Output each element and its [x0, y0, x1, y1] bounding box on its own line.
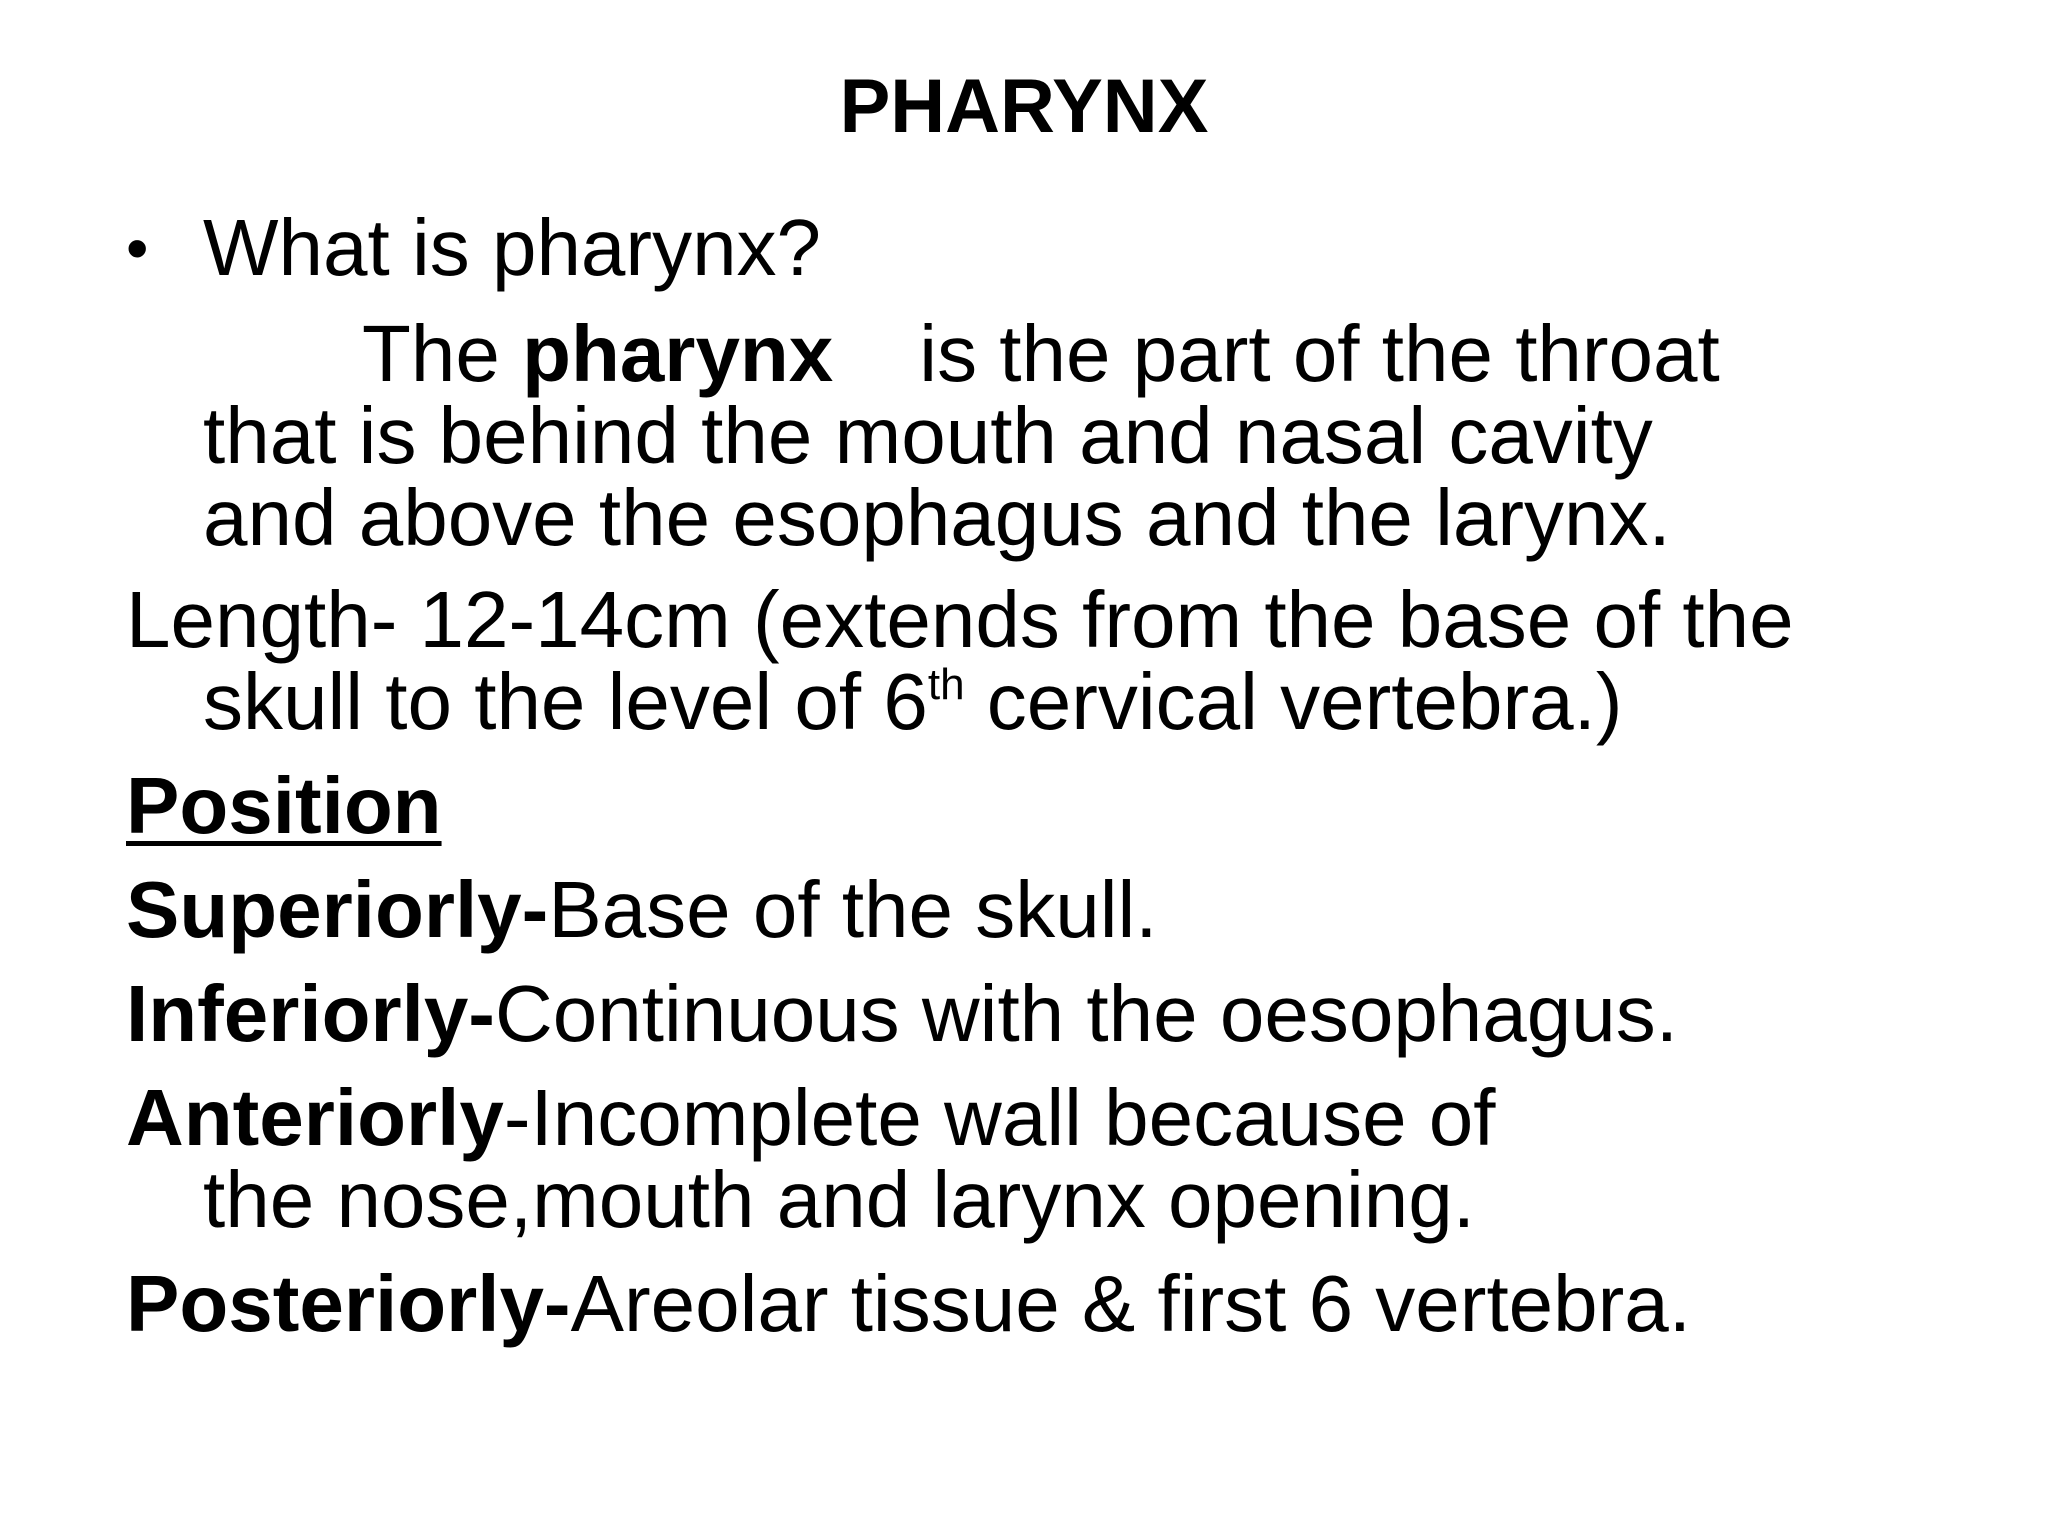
inferiorly-label: Inferiorly- [126, 969, 495, 1058]
ordinal-suffix: th [927, 660, 965, 709]
posteriorly-text: Areolar tissue & first 6 vertebra. [570, 1259, 1692, 1348]
definition-line-1 [362, 309, 1720, 398]
definition-line-3: and above the esophagus and the larynx. [203, 473, 1671, 562]
anteriorly-label: Anteriorly [126, 1073, 504, 1162]
anteriorly-line-2: the nose,mouth and larynx opening. [203, 1155, 1475, 1244]
length-line-2 [203, 657, 1623, 746]
definition-line-2: that is behind the mouth and nasal cavity [203, 391, 1653, 480]
length-line-1: Length- 12-14cm (extends from the base of the [126, 575, 1794, 664]
length-text: skull to the level of 6 [203, 657, 928, 746]
superiorly-label: Superiorly- [126, 865, 549, 954]
slide-title: PHARYNX [839, 64, 1209, 149]
definition-term: pharynx [522, 309, 834, 398]
inferiorly-line [126, 969, 1678, 1058]
superiorly-text: Base of the skull. [548, 865, 1158, 954]
posteriorly-line [126, 1259, 1692, 1348]
position-heading: Position [126, 761, 442, 850]
definition-rest: is the part of the throat [919, 309, 1720, 398]
definition-prefix: The [362, 309, 523, 398]
anteriorly-text: -Incomplete wall because of [503, 1073, 1496, 1162]
question-text: What is pharynx? [203, 203, 822, 292]
posteriorly-label: Posteriorly- [126, 1259, 571, 1348]
anteriorly-line-1 [126, 1073, 1496, 1162]
superiorly-line [126, 865, 1158, 954]
bullet-point: • [126, 212, 149, 284]
inferiorly-text: Continuous with the oesophagus. [494, 969, 1678, 1058]
length-text-end: cervical vertebra.) [964, 657, 1623, 746]
